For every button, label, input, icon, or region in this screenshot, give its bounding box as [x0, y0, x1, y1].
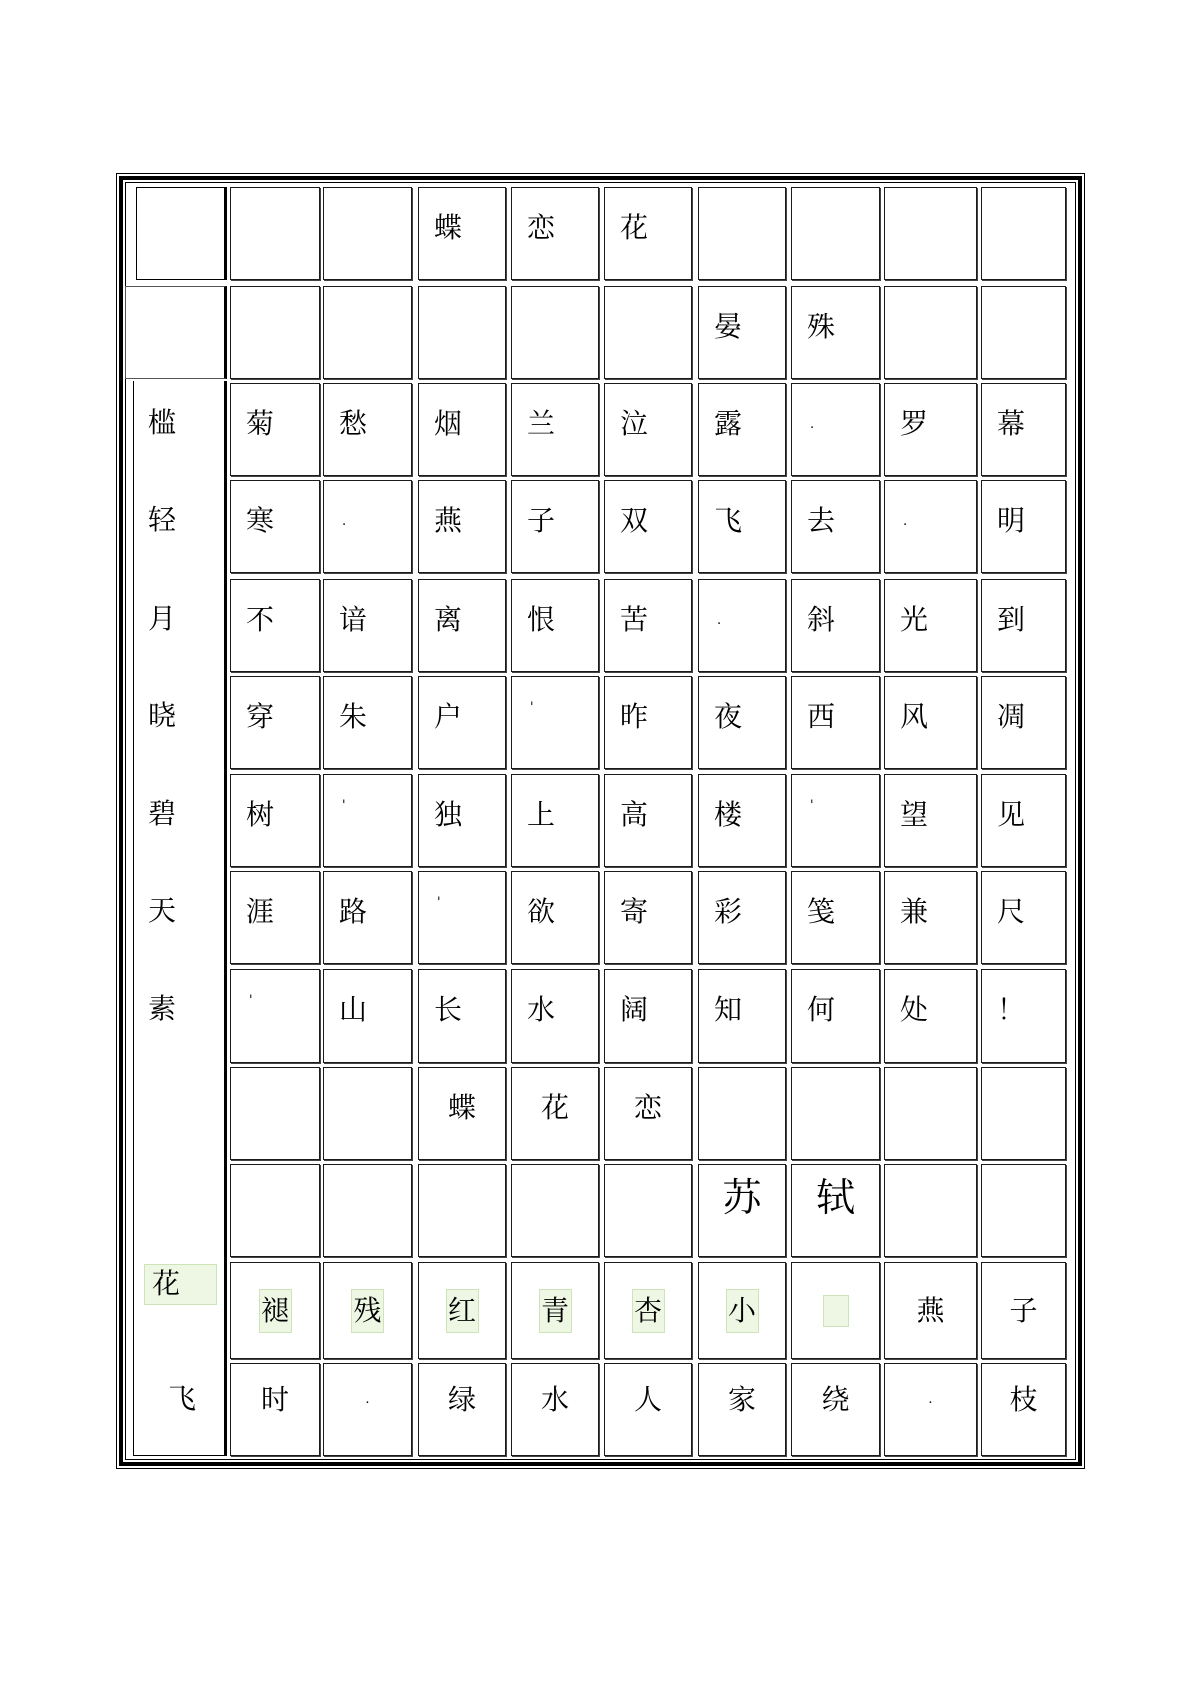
grid-cell [511, 480, 599, 573]
grid-cell [604, 969, 692, 1063]
grid-cell [511, 383, 599, 476]
cell-character: 欲 [527, 895, 556, 928]
grid-cell [791, 1067, 880, 1160]
cell-character: 时 [260, 1382, 289, 1416]
cell-character: 风 [900, 700, 929, 733]
cell-character: 青 [540, 1293, 569, 1327]
grid-cell [230, 286, 320, 379]
punctuation-mark: . [903, 514, 908, 529]
cell-character: 长 [434, 993, 463, 1026]
grid-cell [884, 187, 977, 280]
cell-character: 上 [527, 798, 556, 831]
grid-cell [884, 383, 977, 476]
grid-cell [884, 774, 977, 867]
cell-character: 谙 [339, 603, 368, 636]
punctuation-mark: ' [249, 993, 253, 1008]
cell-character: 涯 [246, 895, 275, 928]
cell-character: 子 [527, 504, 556, 537]
grid-cell [230, 871, 320, 964]
grid-cell [698, 1067, 786, 1160]
grid-cell [884, 1164, 977, 1257]
cell-character: ！ [997, 993, 1026, 1026]
punctuation-mark: . [928, 1391, 933, 1407]
cell-character: 杏 [633, 1293, 662, 1327]
cell-character: 处 [900, 993, 929, 1026]
index-char: 月 [148, 602, 177, 635]
grid-cell [511, 187, 599, 280]
cell-character: 燕 [434, 504, 463, 537]
grid-cell [511, 676, 599, 769]
cell-character: 绕 [821, 1382, 850, 1416]
cell-character: 光 [900, 603, 929, 636]
cell-character: 见 [997, 798, 1026, 831]
highlight-box [632, 1289, 665, 1333]
cell-character: 蝶 [447, 1090, 476, 1124]
cell-character: 绿 [447, 1382, 476, 1416]
grid-cell [698, 187, 786, 280]
punctuation-mark: ' [810, 798, 814, 813]
cell-character: 凋 [997, 700, 1026, 733]
grid-cell [604, 480, 692, 573]
highlight-box [351, 1289, 384, 1333]
grid-cell [418, 1067, 506, 1160]
grid-cell [884, 1067, 977, 1160]
grid-cell [511, 1363, 599, 1456]
cell-character: 望 [900, 798, 929, 831]
grid-cell [323, 1164, 412, 1257]
grid-cell [418, 579, 506, 672]
grid-cell [884, 286, 977, 379]
punctuation-mark: ' [342, 798, 346, 813]
grid-cell [791, 286, 880, 379]
grid-cell [323, 579, 412, 672]
cell-character: 愁 [339, 407, 368, 440]
grid-cell [698, 579, 786, 672]
grid-cell [418, 969, 506, 1063]
cell-character: 菊 [246, 407, 275, 440]
cell-character: 路 [339, 895, 368, 928]
grid-cell [698, 774, 786, 867]
grid-cell [791, 579, 880, 672]
grid-cell [511, 1262, 599, 1359]
grid-cell [791, 774, 880, 867]
cell-character: 幕 [997, 407, 1026, 440]
cell-character: 明 [997, 504, 1026, 537]
grid-cell [604, 286, 692, 379]
cell-character: 花 [540, 1090, 569, 1124]
grid-cell [981, 480, 1066, 573]
cell-character: 水 [527, 993, 556, 1026]
punctuation-mark: ' [530, 700, 534, 715]
grid-cell [323, 1363, 412, 1456]
cell-character: 树 [246, 798, 275, 831]
grid-cell [884, 676, 977, 769]
index-char: 素 [148, 992, 177, 1025]
punctuation-mark: . [342, 514, 347, 529]
punctuation-mark: . [717, 613, 722, 628]
grid-cell [230, 676, 320, 769]
grid-cell [323, 871, 412, 964]
grid-cell [698, 969, 786, 1063]
grid-cell [884, 579, 977, 672]
grid-cell [981, 1164, 1066, 1257]
cell-character: 知 [714, 993, 743, 1026]
grid-cell [981, 286, 1066, 379]
cell-character: 燕 [916, 1293, 945, 1327]
grid-cell [323, 1067, 412, 1160]
grid-cell [418, 1164, 506, 1257]
grid-cell [884, 1363, 977, 1456]
grid-cell [698, 1164, 786, 1257]
highlight-box [259, 1289, 292, 1333]
grid-cell [418, 1363, 506, 1456]
grid-cell [981, 579, 1066, 672]
index-char: 天 [148, 894, 177, 927]
punctuation-mark: ' [437, 895, 441, 910]
cell-character: 去 [807, 504, 836, 537]
grid-cell [323, 187, 412, 280]
index-column-top-box [136, 187, 227, 280]
cell-character: 晏 [714, 310, 743, 343]
grid-cell [698, 871, 786, 964]
cell-character: 枝 [1009, 1382, 1038, 1416]
grid-cell [418, 871, 506, 964]
cell-character: 家 [727, 1382, 756, 1416]
grid-cell [884, 480, 977, 573]
grid-cell [981, 1067, 1066, 1160]
cell-character: 山 [339, 993, 368, 1026]
grid-cell [323, 383, 412, 476]
grid-cell [698, 1363, 786, 1456]
grid-cell [981, 1363, 1066, 1456]
grid-cell [604, 579, 692, 672]
grid-cell [230, 480, 320, 573]
grid-cell [230, 1164, 320, 1257]
cell-character: 水 [540, 1382, 569, 1416]
grid-cell [604, 871, 692, 964]
grid-cell [698, 676, 786, 769]
grid-cell [604, 1262, 692, 1359]
grid-cell [323, 480, 412, 573]
cell-character: 飞 [714, 504, 743, 537]
grid-cell [511, 579, 599, 672]
grid-cell [511, 774, 599, 867]
grid-cell [323, 676, 412, 769]
punctuation-mark: . [810, 417, 815, 432]
grid-cell [791, 1363, 880, 1456]
cell-character: 烟 [434, 407, 463, 440]
cell-character: 子 [1009, 1293, 1038, 1327]
grid-cell [981, 187, 1066, 280]
grid-cell [981, 969, 1066, 1063]
cell-character: 朱 [339, 700, 368, 733]
grid-cell [418, 676, 506, 769]
grid-cell [981, 383, 1066, 476]
cell-character: 轼 [815, 1175, 855, 1221]
cell-character: 恋 [633, 1090, 662, 1124]
index-char: 晓 [148, 699, 177, 732]
grid-cell [791, 383, 880, 476]
index-column-second-box [125, 286, 227, 379]
grid-cell [418, 480, 506, 573]
grid-cell [791, 1262, 880, 1359]
grid-cell [230, 1262, 320, 1359]
index-char: 碧 [148, 797, 177, 830]
punctuation-mark: . [365, 1391, 370, 1407]
grid-cell [323, 774, 412, 867]
index-char: 槛 [148, 406, 177, 439]
cell-character: 小 [727, 1293, 756, 1327]
cell-character: 寄 [620, 895, 649, 928]
cell-character: 红 [447, 1293, 476, 1327]
cell-character: 户 [434, 700, 463, 733]
highlight-box [539, 1289, 572, 1333]
grid-cell [230, 187, 320, 280]
grid-cell [604, 1363, 692, 1456]
cell-character: 独 [434, 798, 463, 831]
cell-character: 双 [620, 504, 649, 537]
grid-cell [511, 1067, 599, 1160]
grid-cell [604, 676, 692, 769]
index-highlighted-char: 花 [144, 1264, 217, 1305]
grid-cell [323, 1262, 412, 1359]
cell-character: 高 [620, 798, 649, 831]
cell-character: 寒 [246, 504, 275, 537]
cell-character: 褪 [260, 1293, 289, 1327]
grid-cell [884, 969, 977, 1063]
highlight-box [823, 1295, 849, 1327]
grid-cell [791, 871, 880, 964]
cell-character: 楼 [714, 798, 743, 831]
grid-cell [698, 383, 786, 476]
cell-character: 到 [997, 603, 1026, 636]
cell-character: 穿 [246, 700, 275, 733]
highlight-box [726, 1289, 759, 1333]
cell-character: 斜 [807, 603, 836, 636]
grid-cell [604, 187, 692, 280]
highlight-box [446, 1289, 479, 1333]
grid-cell [230, 774, 320, 867]
grid-cell [230, 1067, 320, 1160]
grid-cell [698, 1262, 786, 1359]
grid-cell [418, 286, 506, 379]
cell-character: 尺 [997, 895, 1026, 928]
index-char: 轻 [148, 503, 177, 536]
grid-cell [230, 383, 320, 476]
grid-cell [981, 871, 1066, 964]
cell-character: 不 [246, 603, 275, 636]
grid-cell [418, 187, 506, 280]
cell-character: 兼 [900, 895, 929, 928]
cell-character: 花 [620, 211, 649, 244]
cell-character: 蝶 [434, 211, 463, 244]
grid-cell [418, 774, 506, 867]
grid-cell [604, 774, 692, 867]
grid-cell [511, 286, 599, 379]
grid-cell [791, 676, 880, 769]
cell-character: 罗 [900, 407, 929, 440]
grid-cell [981, 774, 1066, 867]
grid-cell [604, 1164, 692, 1257]
cell-character: 离 [434, 603, 463, 636]
cell-character: 苏 [722, 1175, 762, 1221]
grid-cell [511, 1164, 599, 1257]
grid-cell [604, 1067, 692, 1160]
cell-character: 何 [807, 993, 836, 1026]
grid-cell [791, 480, 880, 573]
grid-cell [230, 1363, 320, 1456]
cell-character: 兰 [527, 407, 556, 440]
grid-cell [604, 383, 692, 476]
index-last-char: 飞 [168, 1382, 197, 1415]
cell-character: 彩 [714, 895, 743, 928]
grid-cell [791, 187, 880, 280]
cell-character: 昨 [620, 700, 649, 733]
grid-cell [511, 871, 599, 964]
cell-character: 人 [633, 1382, 662, 1416]
cell-character: 恨 [527, 603, 556, 636]
cell-character: 恋 [527, 211, 556, 244]
cell-character: 西 [807, 700, 836, 733]
grid-cell [791, 969, 880, 1063]
grid-cell [981, 676, 1066, 769]
cell-character: 露 [714, 407, 743, 440]
grid-cell [981, 1262, 1066, 1359]
grid-cell [418, 1262, 506, 1359]
grid-cell [323, 286, 412, 379]
grid-cell [884, 1262, 977, 1359]
grid-cell [418, 383, 506, 476]
cell-character: 泣 [620, 407, 649, 440]
cell-character: 苦 [620, 603, 649, 636]
grid-cell [698, 480, 786, 573]
grid-cell [511, 969, 599, 1063]
grid-cell [884, 871, 977, 964]
grid-cell [230, 579, 320, 672]
grid-cell [791, 1164, 880, 1257]
cell-character: 笺 [807, 895, 836, 928]
cell-character: 殊 [807, 310, 836, 343]
cell-character: 残 [353, 1293, 382, 1327]
cell-character: 夜 [714, 700, 743, 733]
grid-cell [323, 969, 412, 1063]
grid-cell [230, 969, 320, 1063]
grid-cell [698, 286, 786, 379]
cell-character: 阔 [620, 993, 649, 1026]
